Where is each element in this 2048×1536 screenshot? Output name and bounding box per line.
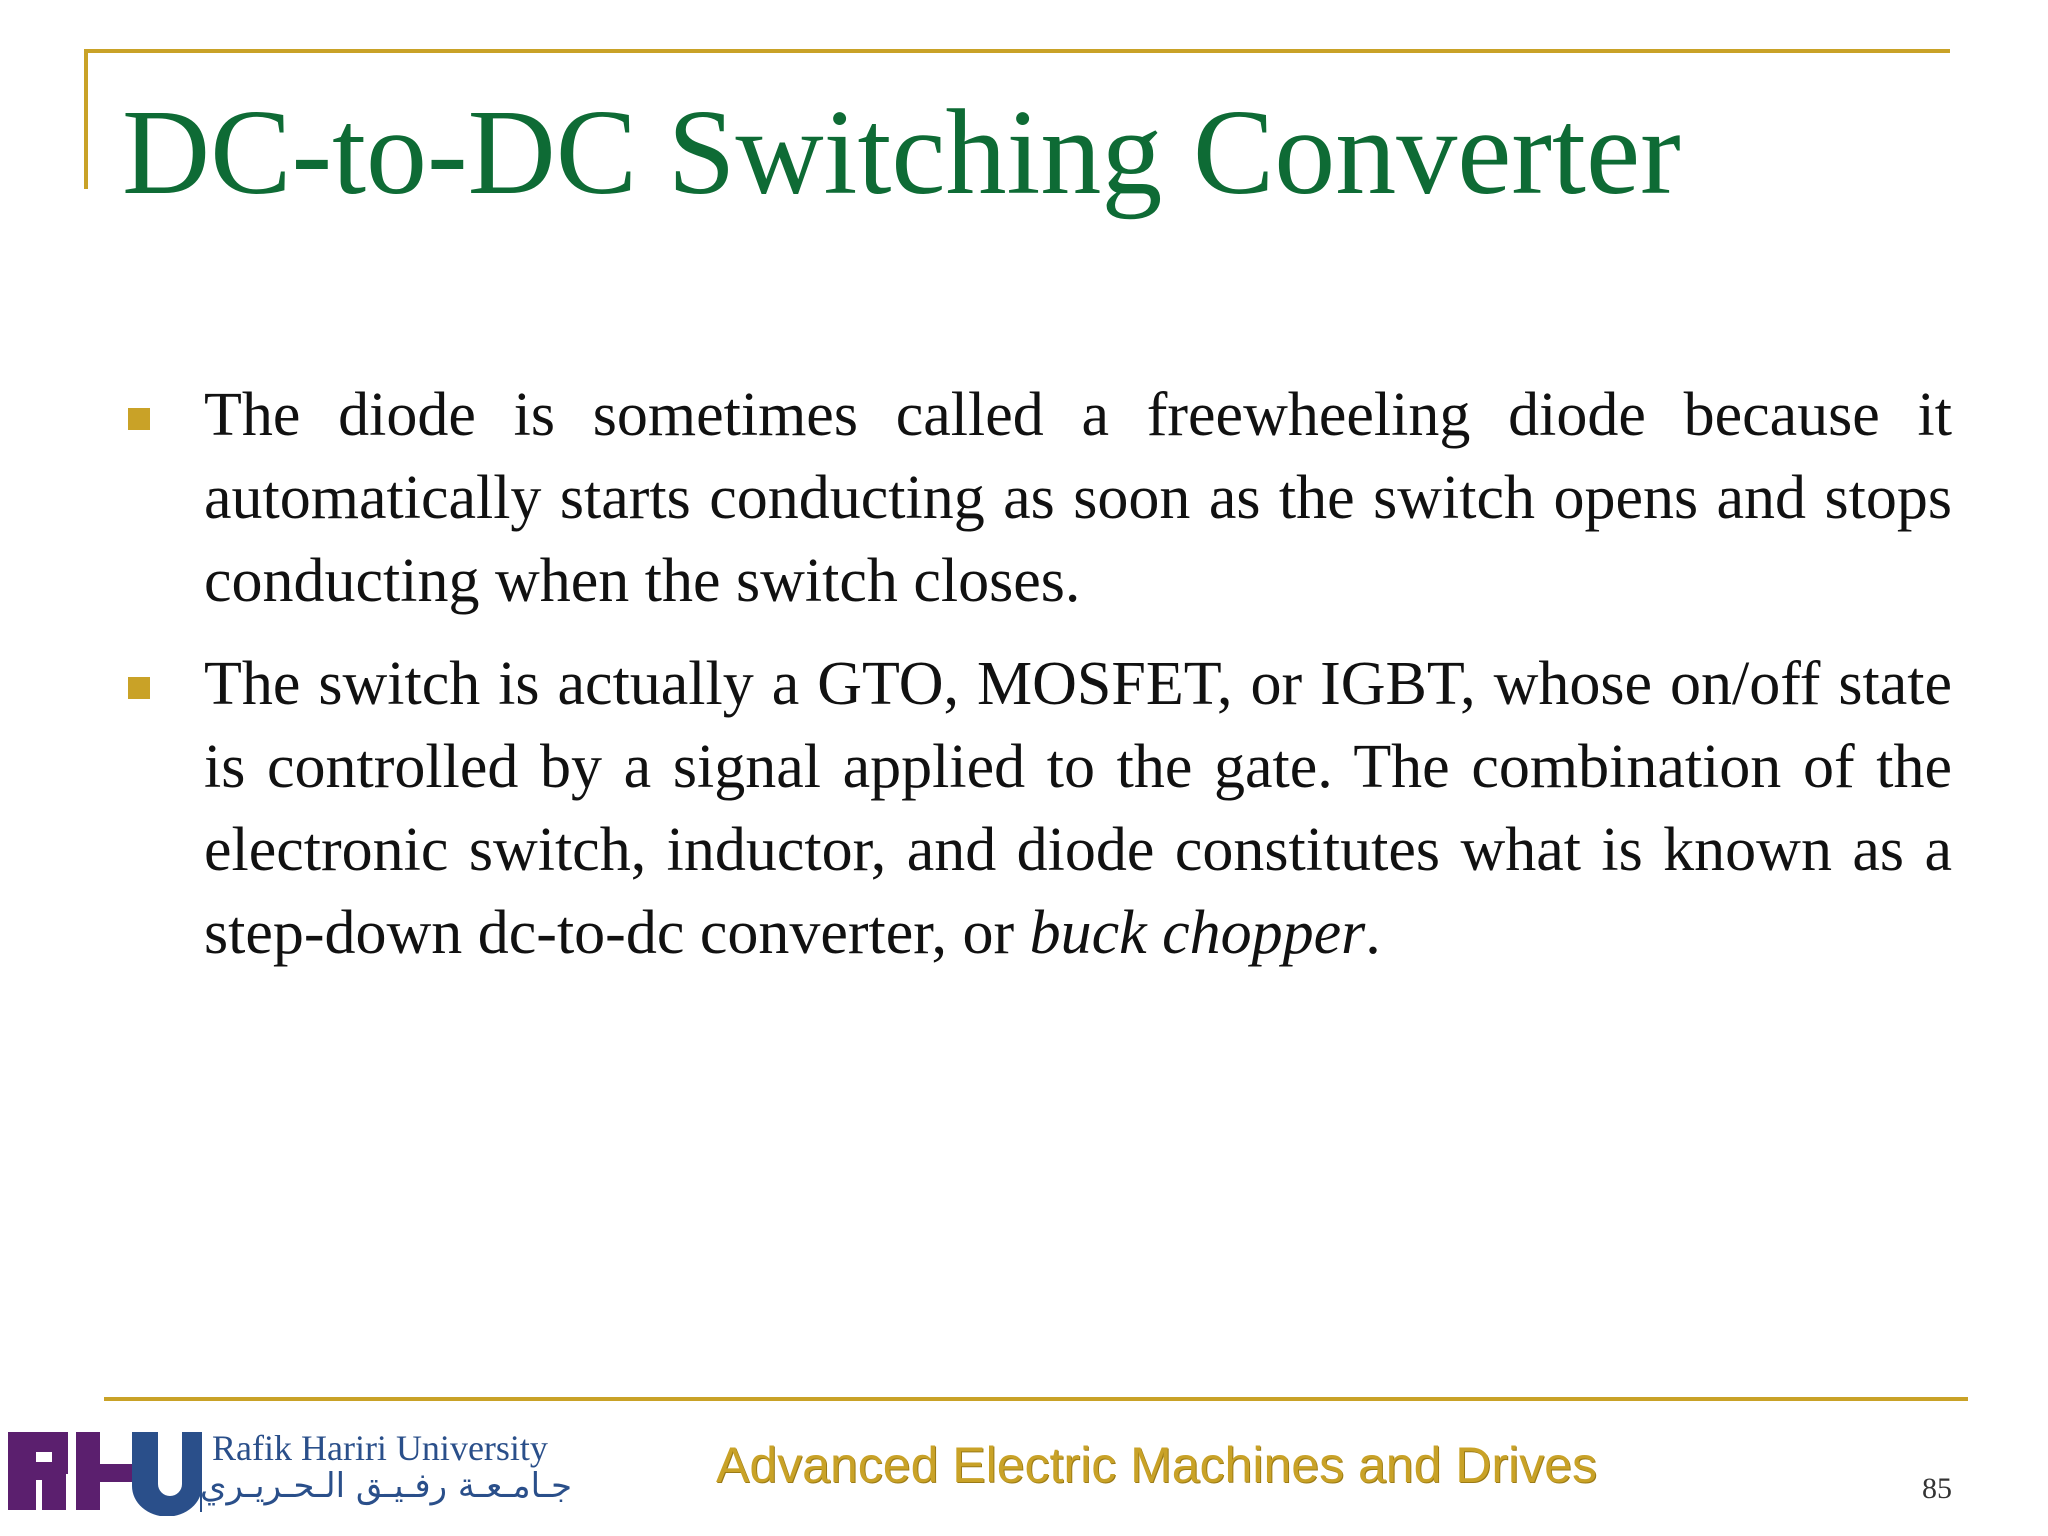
side-rule	[84, 49, 88, 189]
bullet-text-body: The diode is sometimes called a freewheeling diode because it automatically starts conducting as soon as the switch opens and stops conducting when the switch closes.	[204, 381, 1952, 615]
bullet-item	[122, 374, 1952, 623]
university-logo	[8, 1426, 218, 1516]
university-name-en: Rafik Hariri University	[212, 1428, 548, 1468]
bullet-text-body: The switch is actually a GTO, MOSFET, or IGBT, whose on/off state is controlled by a signal applied to the gate. The combination of the electronic switch, inductor, and diode constitutes what is known as a step-down dc-to-dc converter, or	[204, 650, 1952, 967]
slide-content	[122, 374, 1952, 995]
bullet-text-tail: .	[1365, 899, 1381, 967]
course-title: Advanced Electric Machines and Drives	[716, 1437, 1597, 1493]
bullet-text	[204, 374, 1952, 623]
bullet-text	[204, 643, 1952, 975]
page-number: 85	[1922, 1472, 1952, 1505]
university-name-ar: جـامـعـة رفـيـق الـحـريـري	[199, 1466, 572, 1506]
bullet-emphasis: buck chopper	[1029, 899, 1366, 967]
square-bullet-icon	[128, 408, 150, 430]
top-rule	[84, 49, 1950, 53]
slide-title: DC-to-DC Switching Converter	[122, 85, 1681, 220]
bullet-item	[122, 643, 1952, 975]
square-bullet-icon	[128, 677, 150, 699]
bottom-rule	[104, 1397, 1968, 1401]
